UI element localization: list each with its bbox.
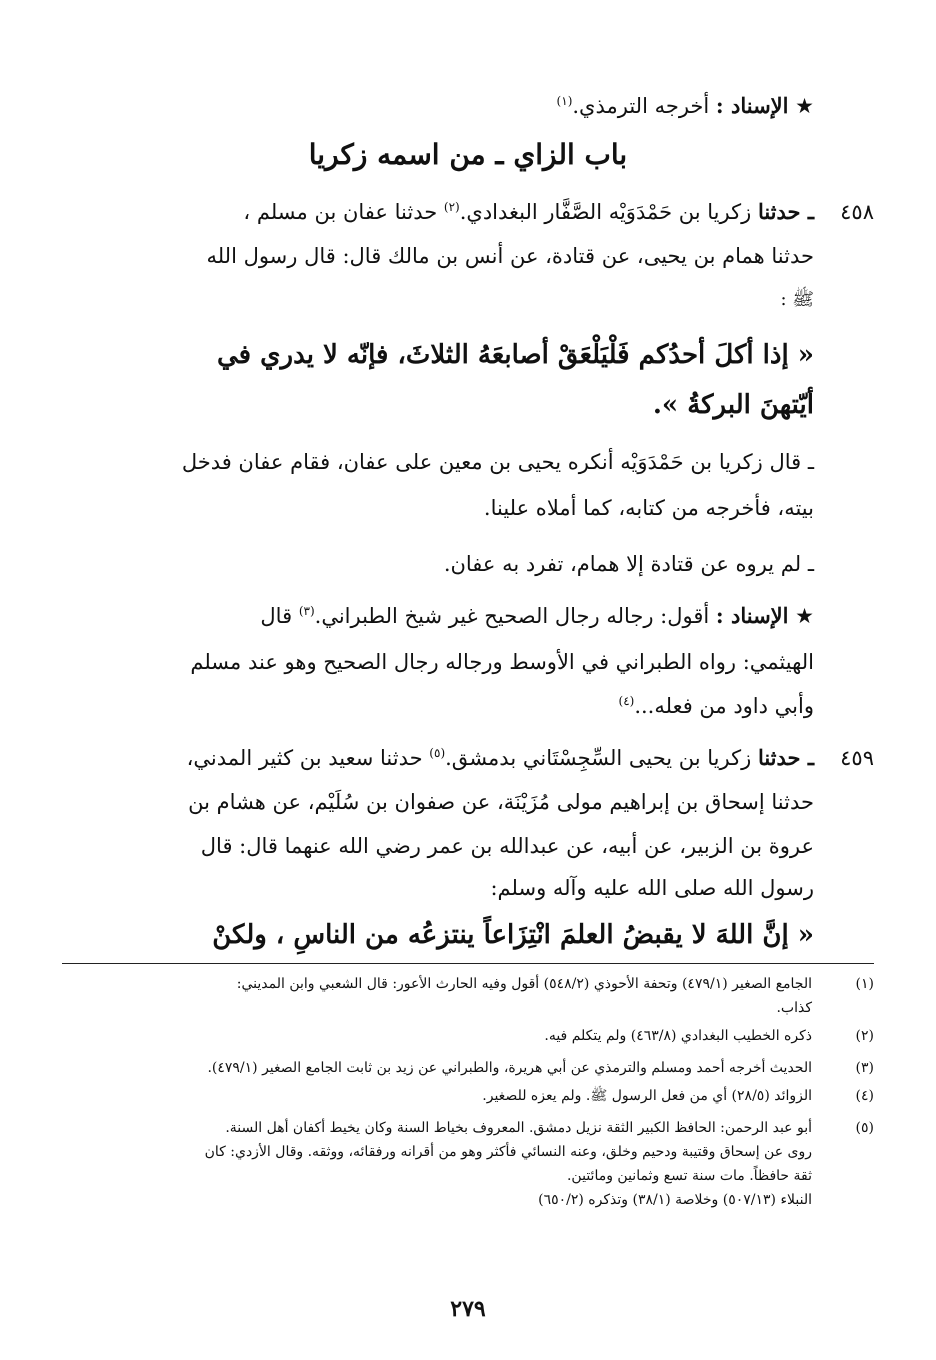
hadith-lead: ـ حدثنا <box>757 745 814 770</box>
top-isnad-note <box>114 86 814 126</box>
narrator-text: زكريا بن يحيى السِّجِسْتَاني بدمشق. <box>445 746 752 770</box>
footnote-3 <box>62 1056 874 1080</box>
footnote-line: الجامع الصغير (٤٧٩/١) وتحفة الأحوذي (٥٤٨/٢) أقول وفيه الحارث الأعور: قال الشعبي وابن المديني: <box>236 976 812 992</box>
isnad-label: الإسناد : <box>715 603 789 628</box>
hadith-458-comment-1a: ـ قال زكريا بن حَمْدَوَيْه أنكره يحيى بن معين على عفان، فقام عفان فدخل <box>181 450 814 474</box>
footnote-5 <box>62 1116 874 1226</box>
isnad-text: أخرجه الترمذي. <box>572 94 710 118</box>
hadith-459-line-1 <box>114 738 814 778</box>
page-number: ٢٧٩ <box>450 1296 486 1322</box>
footnote-number: (٥) <box>855 1120 874 1136</box>
hadith-number: ٤٥٩ <box>840 746 874 770</box>
footnote-line: الزوائد (٢٨/٥) أي من فعل الرسول ﷺ. ولم يعزه للصغير. <box>482 1088 812 1104</box>
hadith-458-isnad-3 <box>114 686 814 726</box>
hadith-lead: ـ حدثنا <box>757 199 814 224</box>
footnote-number: (٣) <box>855 1060 874 1076</box>
footnote-number: (٢) <box>855 1028 874 1044</box>
isnad-label: الإسناد : <box>715 93 789 118</box>
footnote-2 <box>62 1024 874 1048</box>
footnote-number: (٤) <box>855 1088 874 1104</box>
hadith-459-line-2: حدثنا إسحاق بن إبراهيم مولى مُزَيْنَة، عن صفوان بن سُلَيْم، عن هشام بن <box>188 790 814 814</box>
hadith-459-line-3: عروة بن الزبير، عن أبيه، عن عبدالله بن عمر رضي الله عنهما قال: قال <box>200 834 814 858</box>
footnote-4 <box>62 1084 874 1108</box>
footnote-line: أبو عبد الرحمن: الحافظ الكبير الثقة نزيل دمشق. المعروف بخياط السنة وكان يخيط أكفان أهل السنة. <box>225 1120 812 1136</box>
footnote-line: روى عن إسحاق وقتيبة ودحيم وخلق، وعنه النسائي فأكثر وهو من أقرانه ورفقائه، ووثقه. وقال الأزدي: كان <box>204 1144 812 1160</box>
footnote-divider <box>62 963 874 964</box>
footnote-text <box>62 1116 812 1212</box>
narrator-text: زكريا بن حَمْدَوَيْه الصَّفَّار البغدادي. <box>459 200 752 224</box>
footnote-line: كذاب. <box>776 1000 812 1016</box>
hadith-458-matn-2: أيّتهنَ البركةُ ». <box>652 390 814 420</box>
hadith-number: ٤٥٨ <box>840 200 874 224</box>
footnote-1 <box>62 972 874 1020</box>
footnote-ref: (٤) <box>618 694 635 708</box>
isnad-text: وأبي داود من فعله... <box>634 694 814 718</box>
footnote-text <box>62 972 812 1020</box>
narrator-text: حدثنا سعيد بن كثير المدني، <box>186 746 423 770</box>
hadith-458-isnad-1 <box>114 596 814 636</box>
narrator-text: حدثنا عفان بن مسلم ، <box>243 200 438 224</box>
footnote-line: ذكره الخطيب البغدادي (٤٦٣/٨) ولم يتكلم فيه. <box>544 1028 812 1044</box>
footnote-line: الحديث أخرجه أحمد ومسلم والترمذي عن أبي هريرة، والطبراني عن زيد بن ثابت الجامع الصغير (٤٧٩/١). <box>207 1060 812 1076</box>
hadith-458-matn-1: « إذا أكلَ أحدُكم فَلْيَلْعَقْ أصابعَهُ الثلاثَ، فإنّه لا يدري في <box>217 340 814 370</box>
hadith-459-matn-1: « إنَّ اللهَ لا يقبضُ العلمَ انْتِزَاعاً ينتزعُه من الناسِ ، ولكنْ <box>212 920 814 950</box>
hadith-458-line-3: ﷺ : <box>780 289 814 310</box>
footnote-text <box>62 1024 812 1048</box>
chapter-title: باب الزاي ـ من اسمه زكريا <box>308 138 628 171</box>
footnote-text <box>62 1084 812 1108</box>
isnad-text: أقول: رجاله رجال الصحيح غير شيخ الطبراني. <box>314 604 710 628</box>
footnote-ref: (١) <box>556 94 573 108</box>
footnote-ref: (٢) <box>443 200 460 214</box>
footnote-number: (١) <box>855 976 874 992</box>
hadith-458-comment-2: ـ لم يروه عن قتادة إلا همام، تفرد به عفان. <box>443 552 814 576</box>
hadith-459-line-4: رسول الله صلى الله عليه وآله وسلم: <box>490 876 814 900</box>
footnote-line: ثقة حافظاً. مات سنة تسع وثمانين ومائتين. <box>566 1168 812 1184</box>
hadith-458-isnad-2: الهيثمي: رواه الطبراني في الأوسط ورجاله رجال الصحيح وهو عند مسلم <box>190 650 814 674</box>
hadith-458-comment-1b: بيته، فأخرجه من كتابه، كما أملاه علينا. <box>483 496 814 520</box>
footnote-ref: (٥) <box>429 746 446 760</box>
footnote-ref: (٣) <box>298 604 315 618</box>
isnad-text: قال <box>260 604 293 628</box>
hadith-458-line-1 <box>114 192 814 232</box>
hadith-458-line-2: حدثنا همام بن يحيى، عن قتادة، عن أنس بن مالك قال: قال رسول الله <box>206 244 814 268</box>
footnote-line: النبلاء (٥٠٧/١٣) وخلاصة (٣٨/١) وتذكره (٦٥٠/٢) <box>538 1192 812 1208</box>
star-marker: ★ <box>795 604 814 628</box>
footnote-text <box>62 1056 812 1080</box>
star-marker: ★ <box>795 94 814 118</box>
